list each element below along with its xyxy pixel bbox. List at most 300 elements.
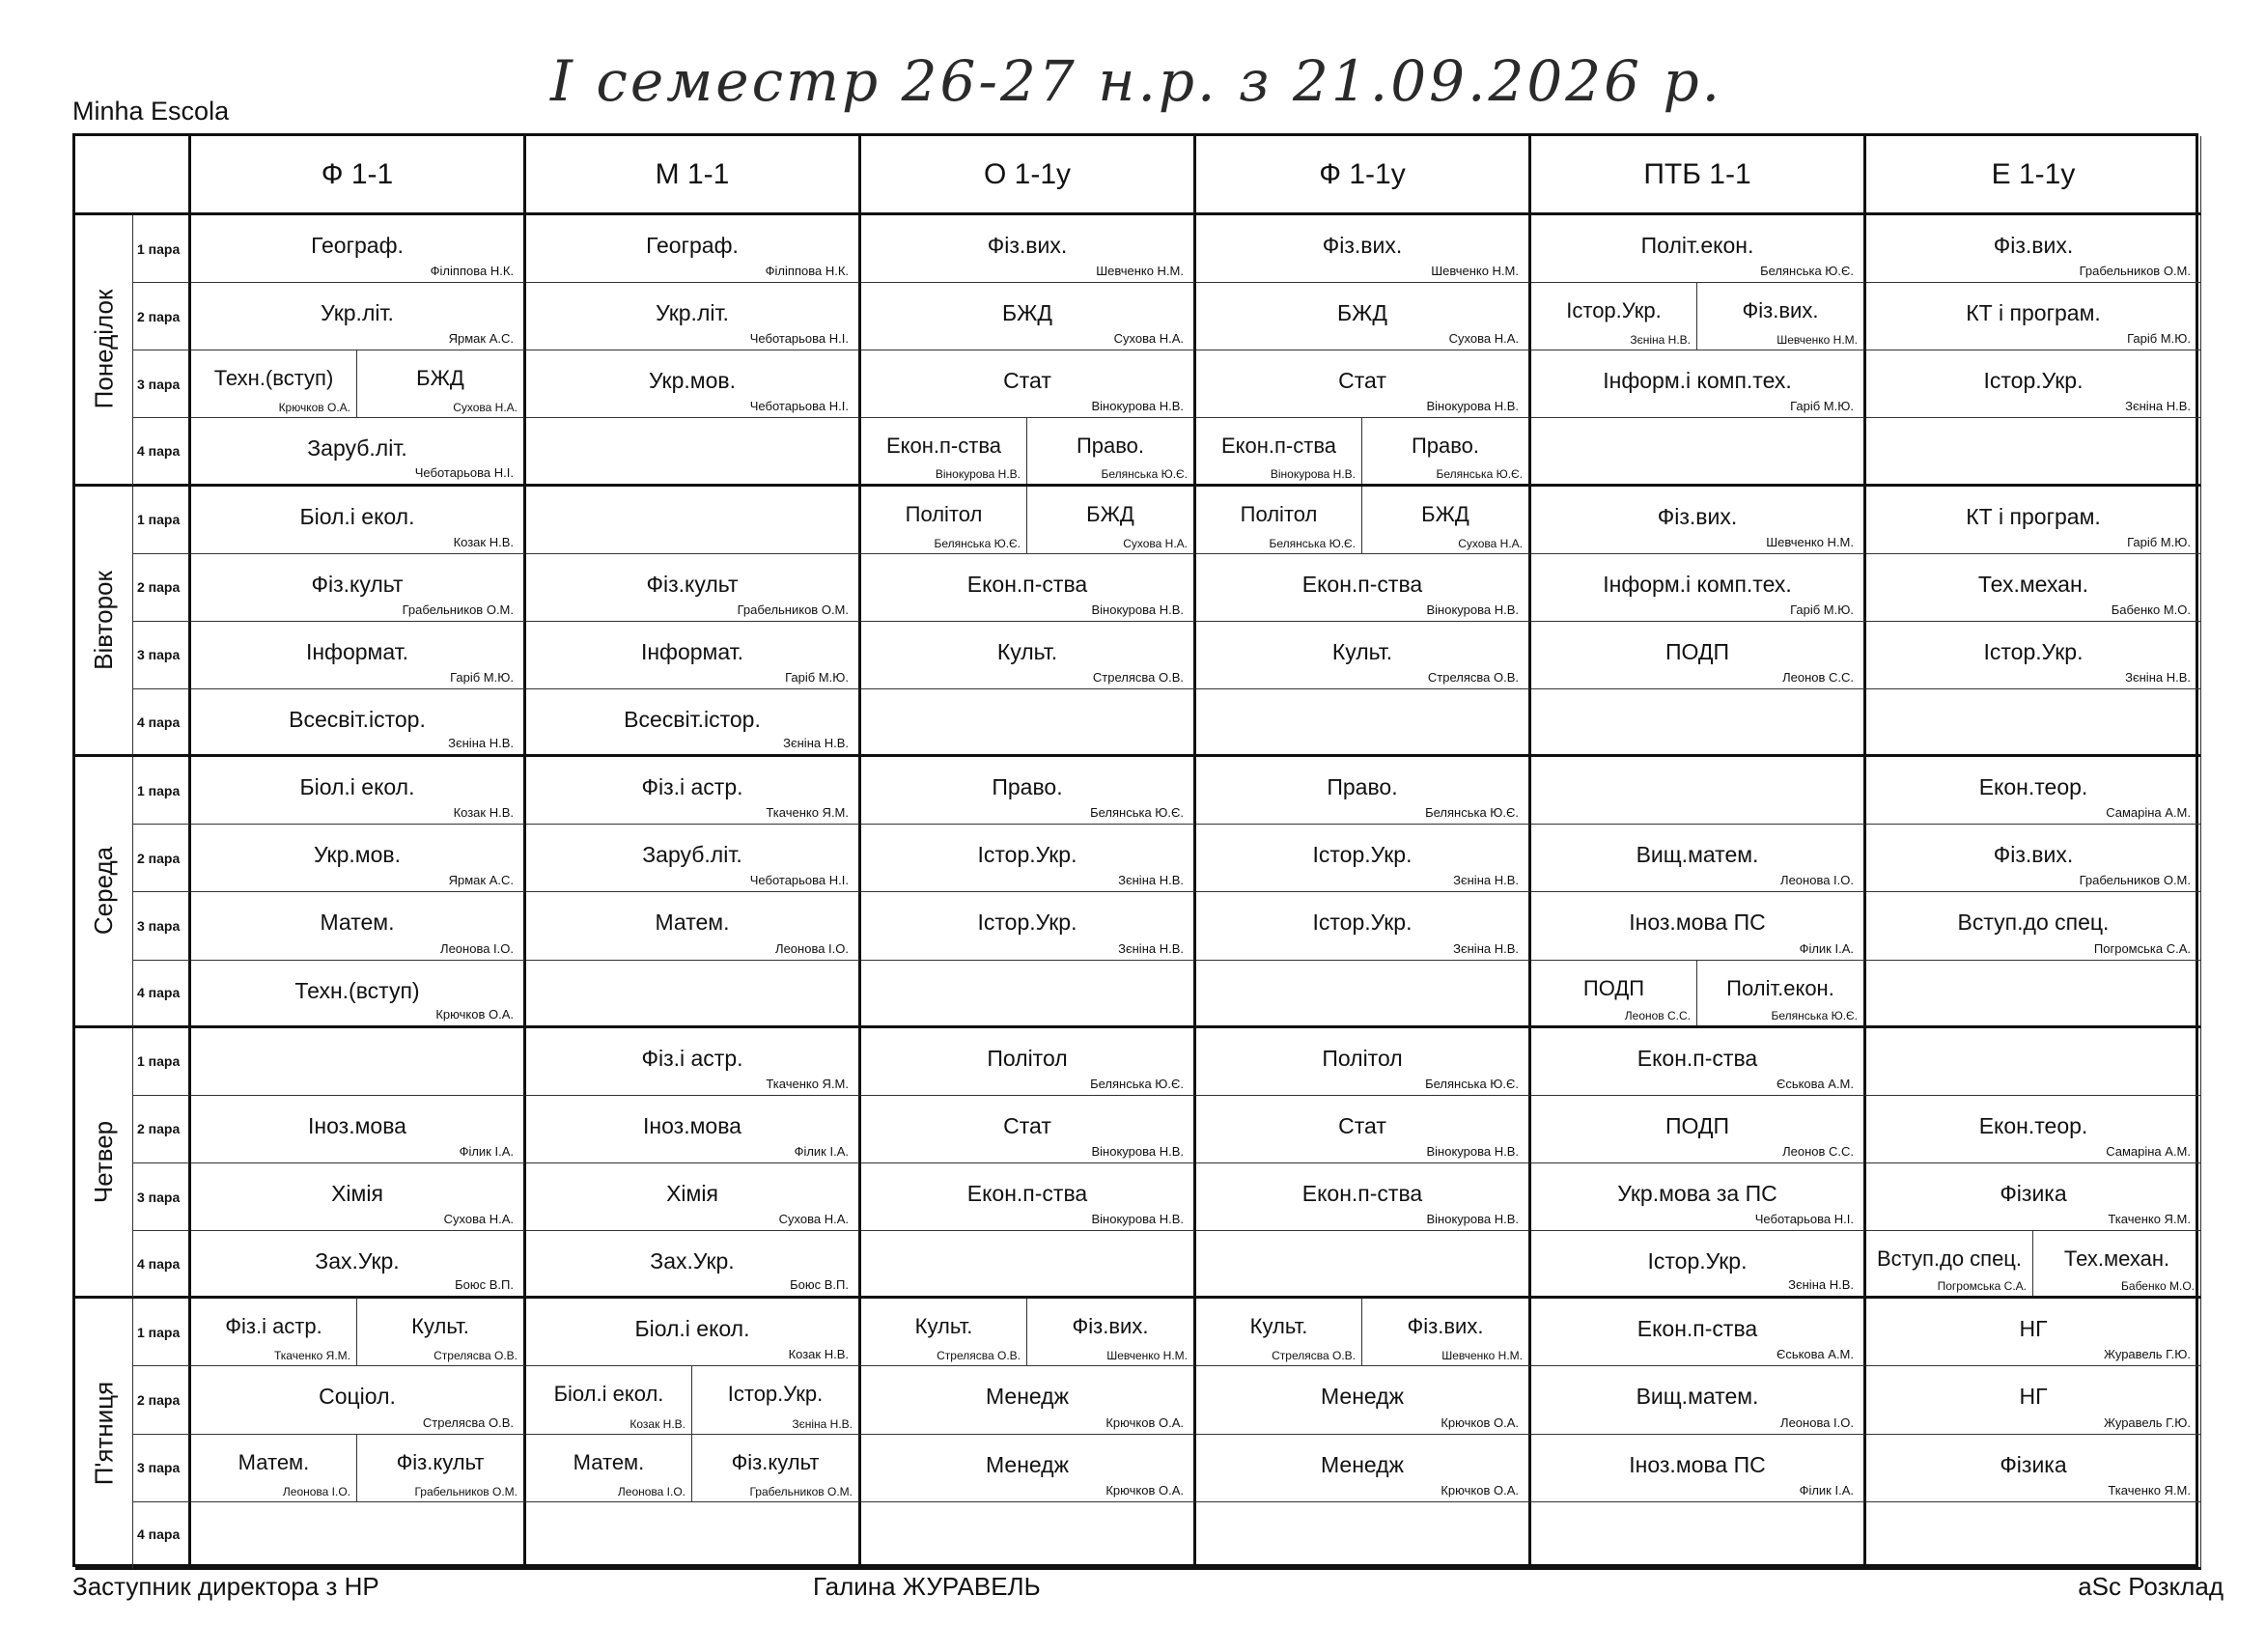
- teacher-name: Сухова Н.А.: [443, 1212, 514, 1227]
- lesson-cell: [1196, 622, 1531, 689]
- teacher-name: Чеботарьова Н.І.: [1754, 1212, 1854, 1227]
- teacher-name: Шевченко Н.М.: [1766, 534, 1854, 549]
- lesson-cell: [1196, 350, 1531, 418]
- teacher-name: Погромська С.А.: [1937, 1279, 2027, 1294]
- lesson-cell: [861, 487, 1196, 554]
- subject-name: Право.: [1327, 774, 1398, 800]
- subject-name: ПОДП: [1665, 1112, 1730, 1138]
- teacher-name: Чеботарьова Н.І.: [749, 331, 849, 347]
- teacher-name: Стрелясва О.В.: [1272, 1349, 1356, 1363]
- teacher-name: Стрелясва О.В.: [434, 1349, 518, 1363]
- teacher-name: Філик І.А.: [794, 1143, 849, 1159]
- subject-name: Фіз.вих.: [1993, 842, 2074, 868]
- lesson-cell: [191, 1366, 526, 1434]
- subject-name: Інформат.: [640, 638, 744, 664]
- teacher-name: Леонова І.О.: [440, 940, 514, 956]
- lesson-half: [191, 1299, 357, 1365]
- teacher-name: Шевченко Н.М.: [1776, 333, 1858, 348]
- subject-name: Всесвіт.істор.: [624, 706, 761, 732]
- teacher-name: Сухова Н.А.: [1113, 331, 1184, 347]
- teacher-name: Філіппова Н.К.: [430, 264, 514, 279]
- teacher-name: Белянська Ю.Є.: [1760, 264, 1854, 279]
- lesson-cell: [861, 1231, 1196, 1299]
- pair-label: 1 пара: [133, 487, 191, 554]
- teacher-name: Зєніна Н.В.: [1118, 940, 1184, 956]
- subject-name: Стат: [1003, 368, 1051, 394]
- subject-name: Культ.: [914, 1314, 973, 1339]
- lesson-cell: [1866, 1502, 2201, 1570]
- lesson-cell: [1866, 622, 2201, 689]
- teacher-name: Філик І.А.: [1799, 1482, 1854, 1498]
- lesson-cell: [191, 1502, 526, 1570]
- lesson-cell: [526, 1435, 861, 1502]
- lesson-cell: [526, 283, 861, 350]
- lesson-cell: [861, 1299, 1196, 1366]
- teacher-name: Стрелясва О.В.: [937, 1349, 1021, 1363]
- lesson-cell: [1866, 825, 2201, 892]
- subject-name: Менедж: [985, 1451, 1069, 1477]
- teacher-name: Гаріб М.Ю.: [2127, 534, 2191, 549]
- lesson-half: [692, 1366, 858, 1433]
- lesson-half: [1196, 487, 1362, 553]
- subject-name: ПОДП: [1582, 975, 1645, 1000]
- group-header: Е 1-1у: [1866, 136, 2201, 215]
- subject-name: Культ.: [1249, 1314, 1308, 1339]
- subject-name: Істор.Укр.: [727, 1382, 824, 1407]
- teacher-name: Вінокурова Н.В.: [935, 466, 1021, 481]
- teacher-name: Зєніна Н.В.: [2125, 399, 2191, 414]
- lesson-cell: [191, 215, 526, 283]
- subject-name: Істор.Укр.: [1983, 368, 2084, 394]
- subject-name: БЖД: [416, 366, 464, 391]
- teacher-name: Вінокурова Н.В.: [1091, 399, 1184, 414]
- subject-name: Фіз.і астр.: [641, 774, 743, 800]
- lesson-cell: [861, 757, 1196, 825]
- pair-label: 4 пара: [133, 1231, 191, 1299]
- lesson-cell: [191, 350, 526, 418]
- teacher-name: Погромська С.А.: [2093, 940, 2191, 956]
- teacher-name: Зєніна Н.В.: [783, 736, 849, 751]
- teacher-name: Зєніна Н.В.: [448, 736, 514, 751]
- lesson-cell: [1196, 1163, 1531, 1231]
- subject-name: Вищ.матем.: [1636, 842, 1759, 868]
- subject-name: Біол.і екол.: [299, 503, 415, 529]
- subject-name: Фізика: [2000, 1180, 2067, 1206]
- subject-name: Істор.Укр.: [1566, 298, 1662, 323]
- lesson-cell: [526, 1096, 861, 1163]
- lesson-cell: [191, 757, 526, 825]
- lesson-half: [357, 1435, 523, 1501]
- lesson-cell: [1531, 892, 1866, 960]
- subject-name: Інформ.і комп.тех.: [1603, 368, 1792, 394]
- subject-name: Інформ.і комп.тех.: [1603, 571, 1792, 597]
- lesson-cell: [526, 1502, 861, 1570]
- subject-name: Істор.Укр.: [977, 910, 1077, 936]
- teacher-name: Сухова Н.А.: [778, 1212, 849, 1227]
- lesson-cell: [1531, 1163, 1866, 1231]
- subject-name: Укр.мов.: [648, 368, 737, 394]
- lesson-cell: [1196, 554, 1531, 622]
- subject-name: Всесвіт.істор.: [289, 706, 426, 732]
- lesson-cell: [1196, 1028, 1531, 1096]
- teacher-name: Боюс В.П.: [455, 1277, 514, 1293]
- teacher-name: Козак Н.В.: [453, 805, 514, 821]
- teacher-name: Стрелясва О.В.: [422, 1414, 514, 1430]
- pair-label: 3 пара: [133, 1163, 191, 1231]
- lesson-half: [1027, 487, 1193, 553]
- lesson-cell: [191, 1163, 526, 1231]
- teacher-name: Белянська Ю.Є.: [1101, 466, 1188, 481]
- subject-name: Географ.: [646, 233, 739, 258]
- subject-name: Фіз.вих.: [1993, 233, 2074, 258]
- teacher-name: Вінокурова Н.В.: [1270, 466, 1356, 481]
- lesson-cell: [1531, 1435, 1866, 1502]
- teacher-name: Крючков О.А.: [278, 401, 350, 415]
- lesson-cell: [191, 418, 526, 486]
- lesson-cell: [526, 1163, 861, 1231]
- lesson-cell: [1531, 1028, 1866, 1096]
- subject-name: Заруб.літ.: [642, 842, 742, 868]
- subject-name: Укр.мова за ПС: [1617, 1180, 1777, 1206]
- day-name: Понеділок: [89, 289, 119, 409]
- subject-name: Фіз.культ: [311, 571, 404, 597]
- lesson-cell: [1866, 1366, 2201, 1434]
- subject-name: Політол: [1240, 501, 1318, 526]
- subject-name: Фіз.культ: [396, 1449, 485, 1474]
- pair-label: 1 пара: [133, 1028, 191, 1096]
- lesson-half: [191, 350, 357, 417]
- teacher-name: Ткаченко Я.М.: [2108, 1212, 2191, 1227]
- lesson-cell: [1531, 757, 1866, 825]
- lesson-cell: [1196, 961, 1531, 1028]
- lesson-half: [1027, 1299, 1193, 1365]
- subject-name: НГ: [2019, 1384, 2048, 1410]
- teacher-name: Гаріб М.Ю.: [450, 669, 514, 685]
- teacher-name: Шевченко Н.М.: [1441, 1349, 1523, 1363]
- teacher-name: Філик І.А.: [459, 1143, 514, 1159]
- lesson-cell: [861, 1502, 1196, 1570]
- teacher-name: Белянська Ю.Є.: [1771, 1008, 1858, 1022]
- teacher-name: Леонова І.О.: [775, 940, 849, 956]
- teacher-name: Зєніна Н.В.: [1453, 873, 1519, 888]
- lesson-cell: [526, 892, 861, 960]
- subject-name: Менедж: [985, 1384, 1069, 1410]
- day-name: Середа: [89, 847, 118, 936]
- lesson-half: [1196, 418, 1362, 483]
- lesson-cell: [861, 554, 1196, 622]
- day-label: [75, 215, 133, 487]
- teacher-name: Белянська Ю.Є.: [1269, 536, 1356, 550]
- pair-label: 1 пара: [133, 215, 191, 283]
- subject-name: КТ і програм.: [1966, 503, 2101, 529]
- subject-name: Інформат.: [305, 638, 409, 664]
- lesson-cell: [861, 892, 1196, 960]
- lesson-half: [357, 1299, 523, 1365]
- teacher-name: Крючков О.А.: [1441, 1482, 1519, 1498]
- lesson-cell: [1531, 1366, 1866, 1434]
- lesson-half: [191, 1435, 357, 1501]
- subject-name: Вступ.до спец.: [1876, 1246, 2023, 1272]
- teacher-name: Козак Н.В.: [453, 534, 514, 549]
- lesson-half: [1697, 283, 1863, 350]
- subject-name: Хімія: [331, 1180, 383, 1206]
- day-label: [75, 1028, 133, 1300]
- day-label: [75, 757, 133, 1028]
- group-header: Ф 1-1у: [1196, 136, 1531, 215]
- footer-software: aSc Розклад: [2078, 1572, 2224, 1601]
- lesson-cell: [861, 961, 1196, 1028]
- lesson-cell: [1196, 1502, 1531, 1570]
- pair-label: 4 пара: [133, 961, 191, 1028]
- subject-name: Істор.Укр.: [1983, 638, 2084, 664]
- subject-name: Матем.: [573, 1449, 645, 1474]
- pair-label: 4 пара: [133, 689, 191, 757]
- pair-label: 3 пара: [133, 892, 191, 960]
- teacher-name: Зєніна Н.В.: [1630, 333, 1691, 348]
- lesson-half: [1866, 1231, 2033, 1296]
- pair-label: 4 пара: [133, 418, 191, 486]
- lesson-half: [1697, 961, 1863, 1025]
- lesson-half: [861, 1299, 1027, 1365]
- lesson-cell: [1196, 1299, 1531, 1366]
- subject-name: Фіз.вих.: [1072, 1314, 1149, 1339]
- lesson-cell: [526, 961, 861, 1028]
- subject-name: Фізика: [2000, 1451, 2067, 1477]
- teacher-name: Грабельников О.М.: [749, 1484, 853, 1498]
- lesson-cell: [191, 283, 526, 350]
- subject-name: Укр.літ.: [656, 300, 729, 326]
- footer-position: Заступник директора з НР: [72, 1572, 379, 1601]
- teacher-name: Єськова А.М.: [1776, 1076, 1854, 1091]
- lesson-cell: [1866, 1231, 2201, 1299]
- pair-label: 1 пара: [133, 1299, 191, 1366]
- subject-name: Географ.: [311, 233, 404, 258]
- subject-name: Хімія: [666, 1180, 718, 1206]
- header-corner: [75, 136, 191, 215]
- subject-name: Право.: [1411, 434, 1480, 459]
- subject-name: Стат: [1338, 1112, 1386, 1138]
- pair-label: 2 пара: [133, 554, 191, 622]
- teacher-name: Крючков О.А.: [1441, 1414, 1519, 1430]
- subject-name: Право.: [992, 774, 1063, 800]
- subject-name: Екон.п-ства: [1637, 1316, 1758, 1342]
- subject-name: Екон.п-ства: [1301, 571, 1423, 597]
- teacher-name: Журавель Г.Ю.: [2103, 1347, 2191, 1362]
- lesson-cell: [1531, 283, 1866, 350]
- subject-name: Іноз.мова: [643, 1112, 741, 1138]
- lesson-cell: [1196, 487, 1531, 554]
- group-header: ПТБ 1-1: [1531, 136, 1866, 215]
- lesson-cell: [1531, 487, 1866, 554]
- teacher-name: Гаріб М.Ю.: [1790, 399, 1854, 414]
- lesson-cell: [1531, 1231, 1866, 1299]
- subject-name: Фіз.культ: [731, 1449, 820, 1474]
- subject-name: Екон.п-ства: [1637, 1045, 1758, 1071]
- lesson-cell: [861, 1028, 1196, 1096]
- lesson-cell: [1866, 1096, 2201, 1163]
- subject-name: Екон.п-ства: [1220, 434, 1337, 459]
- lesson-cell: [1531, 961, 1866, 1028]
- lesson-cell: [1866, 554, 2201, 622]
- lesson-cell: [1866, 283, 2201, 350]
- lesson-cell: [526, 1299, 861, 1366]
- lesson-half: [1362, 1299, 1528, 1365]
- teacher-name: Грабельников О.М.: [2079, 264, 2191, 279]
- lesson-cell: [861, 283, 1196, 350]
- lesson-cell: [1866, 487, 2201, 554]
- subject-name: ПОДП: [1665, 638, 1730, 664]
- subject-name: Фіз.вих.: [1657, 503, 1738, 529]
- subject-name: Тех.механ.: [1977, 571, 2089, 597]
- lesson-cell: [861, 825, 1196, 892]
- lesson-cell: [191, 1096, 526, 1163]
- lesson-cell: [1196, 1231, 1531, 1299]
- subject-name: Укр.літ.: [321, 300, 394, 326]
- lesson-cell: [1196, 1096, 1531, 1163]
- pair-label: 4 пара: [133, 1502, 191, 1570]
- subject-name: БЖД: [1086, 501, 1134, 526]
- subject-name: Політ.екон.: [1640, 233, 1754, 258]
- subject-name: НГ: [2019, 1316, 2048, 1342]
- teacher-name: Філіппова Н.К.: [765, 264, 849, 279]
- teacher-name: Белянська Ю.Є.: [1425, 805, 1519, 821]
- lesson-half: [526, 1435, 692, 1501]
- subject-name: Іноз.мова: [308, 1112, 406, 1138]
- teacher-name: Самаріна А.М.: [2106, 805, 2191, 821]
- lesson-cell: [1866, 418, 2201, 486]
- teacher-name: Філик І.А.: [1799, 940, 1854, 956]
- lesson-cell: [526, 487, 861, 554]
- day-name: Четвер: [89, 1120, 118, 1204]
- lesson-half: [357, 350, 523, 417]
- teacher-name: Сухова Н.А.: [453, 401, 518, 415]
- pair-label: 3 пара: [133, 622, 191, 689]
- lesson-cell: [1196, 1366, 1531, 1434]
- subject-name: Фіз.вих.: [1322, 233, 1403, 258]
- lesson-half: [1531, 961, 1697, 1025]
- teacher-name: Леонова І.О.: [617, 1484, 685, 1498]
- group-header: Ф 1-1: [191, 136, 526, 215]
- lesson-cell: [1531, 1299, 1866, 1366]
- teacher-name: Ярмак А.С.: [448, 331, 514, 347]
- teacher-name: Вінокурова Н.В.: [1091, 602, 1184, 617]
- lesson-cell: [861, 1366, 1196, 1434]
- lesson-cell: [1531, 825, 1866, 892]
- lesson-cell: [1196, 1435, 1531, 1502]
- teacher-name: Белянська Ю.Є.: [1425, 1076, 1519, 1091]
- lesson-cell: [526, 689, 861, 757]
- pair-label: 2 пара: [133, 283, 191, 350]
- subject-name: КТ і програм.: [1966, 300, 2101, 326]
- lesson-cell: [1866, 215, 2201, 283]
- pair-label: 3 пара: [133, 1435, 191, 1502]
- handwritten-semester-note: I семестр 26-27 н.р. з 21.09.2026 р.: [550, 48, 1723, 114]
- teacher-name: Вінокурова Н.В.: [1091, 1143, 1184, 1159]
- teacher-name: Стрелясва О.В.: [1427, 669, 1519, 685]
- teacher-name: Шевченко Н.М.: [1096, 264, 1184, 279]
- day-name: П'ятниця: [89, 1381, 118, 1485]
- teacher-name: Зєніна Н.В.: [1118, 873, 1184, 888]
- teacher-name: Гаріб М.Ю.: [2127, 331, 2191, 347]
- lesson-cell: [1866, 1299, 2201, 1366]
- teacher-name: Єськова А.М.: [1776, 1347, 1854, 1362]
- teacher-name: Зєніна Н.В.: [1788, 1277, 1854, 1293]
- teacher-name: Грабельников О.М.: [2079, 873, 2191, 888]
- lesson-cell: [1531, 215, 1866, 283]
- day-label: [75, 1299, 133, 1570]
- teacher-name: Вінокурова Н.В.: [1091, 1212, 1184, 1227]
- lesson-cell: [526, 554, 861, 622]
- subject-name: Екон.теор.: [1978, 774, 2088, 800]
- teacher-name: Самаріна А.М.: [2106, 1143, 2191, 1159]
- lesson-cell: [1196, 892, 1531, 960]
- subject-name: Істор.Укр.: [977, 842, 1077, 868]
- teacher-name: Крючков О.А.: [1105, 1414, 1184, 1430]
- subject-name: Іноз.мова ПС: [1629, 910, 1766, 936]
- subject-name: Істор.Укр.: [1312, 910, 1413, 936]
- teacher-name: Вінокурова Н.В.: [1426, 1212, 1519, 1227]
- lesson-half: [526, 1366, 692, 1433]
- subject-name: БЖД: [1421, 501, 1469, 526]
- lesson-cell: [526, 350, 861, 418]
- teacher-name: Шевченко Н.М.: [1106, 1349, 1188, 1363]
- subject-name: Іноз.мова ПС: [1629, 1451, 1766, 1477]
- pair-label: 3 пара: [133, 350, 191, 418]
- subject-name: Політол: [987, 1045, 1068, 1071]
- lesson-cell: [1531, 418, 1866, 486]
- lesson-cell: [1196, 757, 1531, 825]
- teacher-name: Вінокурова Н.В.: [1426, 399, 1519, 414]
- lesson-cell: [1866, 961, 2201, 1028]
- teacher-name: Журавель Г.Ю.: [2103, 1414, 2191, 1430]
- lesson-cell: [526, 1028, 861, 1096]
- subject-name: Екон.п-ства: [885, 434, 1002, 459]
- teacher-name: Вінокурова Н.В.: [1426, 602, 1519, 617]
- lesson-cell: [526, 1231, 861, 1299]
- lesson-cell: [1196, 418, 1531, 486]
- teacher-name: Сухова Н.А.: [1123, 536, 1188, 550]
- lesson-cell: [191, 1299, 526, 1366]
- subject-name: Істор.Укр.: [1647, 1248, 1748, 1274]
- teacher-name: Козак Н.В.: [629, 1416, 685, 1431]
- lesson-cell: [1531, 554, 1866, 622]
- lesson-half: [692, 1435, 858, 1501]
- lesson-cell: [1866, 1163, 2201, 1231]
- lesson-cell: [191, 554, 526, 622]
- lesson-cell: [861, 418, 1196, 486]
- teacher-name: Шевченко Н.М.: [1431, 264, 1519, 279]
- lesson-half: [1362, 418, 1528, 483]
- subject-name: Культ.: [1331, 638, 1393, 664]
- subject-name: Біол.і екол.: [553, 1382, 664, 1407]
- lesson-cell: [191, 1028, 526, 1096]
- teacher-name: Чеботарьова Н.І.: [749, 399, 849, 414]
- subject-name: Укр.мов.: [313, 842, 402, 868]
- teacher-name: Белянська Ю.Є.: [934, 536, 1021, 550]
- teacher-name: Зєніна Н.В.: [1453, 940, 1519, 956]
- teacher-name: Грабельников О.М.: [402, 602, 514, 617]
- lesson-cell: [1866, 1028, 2201, 1096]
- subject-name: Істор.Укр.: [1312, 842, 1413, 868]
- subject-name: Техн.(вступ): [294, 977, 420, 1003]
- teacher-name: Гаріб М.Ю.: [785, 669, 849, 685]
- teacher-name: Грабельников О.М.: [414, 1484, 518, 1498]
- subject-name: Право.: [1076, 434, 1145, 459]
- teacher-name: Боюс В.П.: [790, 1277, 849, 1293]
- subject-name: БЖД: [1002, 300, 1052, 326]
- lesson-cell: [1866, 757, 2201, 825]
- subject-name: Екон.п-ства: [966, 1180, 1088, 1206]
